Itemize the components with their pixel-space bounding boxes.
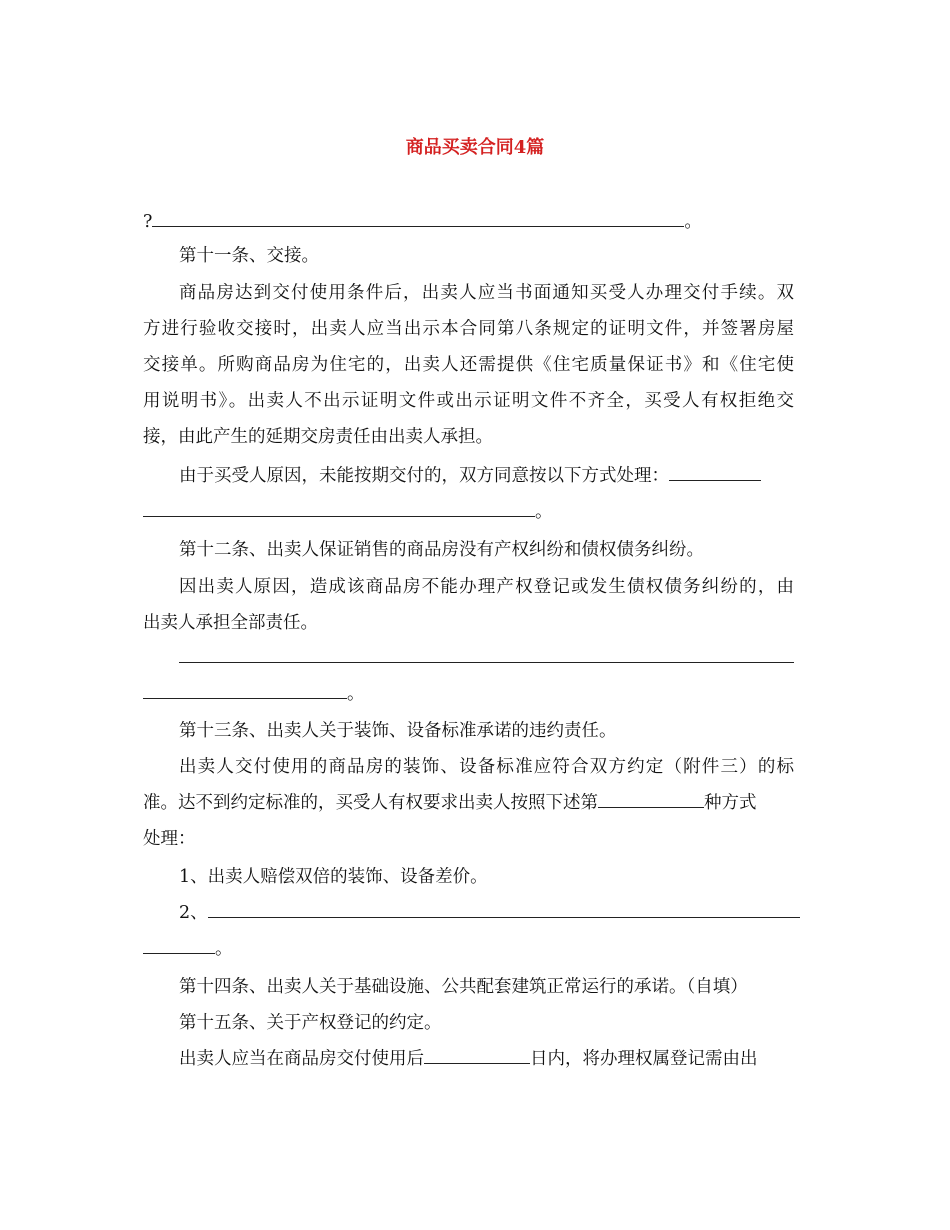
article-11-text-line: 接，由此产生的延期交房责任由出卖人承担。	[143, 427, 493, 447]
article-11-text-line: 方进行验收交接时，出卖人应当出示本合同第八条规定的证明文件，并签署房屋	[143, 319, 794, 339]
article-13-option-2: 2、	[179, 899, 809, 927]
article-13-text-line: 准。达不到约定标准的，买受人有权要求出卖人按照下述第 种方式	[143, 789, 794, 817]
article-13-heading: 第十三条、出卖人关于装饰、设备标准承诺的违约责任。	[179, 721, 617, 741]
fill-blank[interactable]	[424, 1045, 530, 1064]
fill-blank[interactable]	[152, 208, 684, 227]
article-11-text-line: 用说明书》。出卖人不出示证明文件或出示证明文件不齐全，买受人有权拒绝交	[143, 391, 794, 411]
fill-blank[interactable]	[598, 789, 704, 808]
article-11-heading: 第十一条、交接。	[179, 246, 319, 266]
article-12-text-line: 出卖人承担全部责任。	[143, 613, 318, 633]
fill-blank[interactable]	[669, 462, 761, 481]
article-12-heading: 第十二条、出卖人保证销售的商品房没有产权纠纷和债权债务纠纷。	[179, 540, 704, 560]
blank-line-continuation: ? 。	[143, 208, 794, 236]
fill-blank-rule[interactable]	[179, 662, 794, 663]
document-title: 商品买卖合同4篇	[405, 137, 545, 158]
article-11-delay-clause-continuation: 。	[143, 498, 794, 526]
article-14-heading: 第十四条、出卖人关于基础设施、公共配套建筑正常运行的承诺。（自填）	[179, 977, 748, 997]
article-11-text-line: 商品房达到交付使用条件后，出卖人应当书面通知买受人办理交付手续。双	[179, 283, 794, 303]
article-15-text-line: 出卖人应当在商品房交付使用后 日内，将办理权属登记需由出	[179, 1045, 794, 1073]
fill-blank[interactable]	[208, 899, 800, 918]
article-12-blank-continuation: 。	[143, 680, 794, 708]
article-13-option-1: 1、出卖人赔偿双倍的装饰、设备差价。	[179, 867, 488, 887]
article-13-option-2-continuation: 。	[143, 935, 794, 963]
article-12-text-line: 因出卖人原因，造成该商品房不能办理产权登记或发生债权债务纠纷的，由	[179, 577, 794, 597]
fill-blank[interactable]	[143, 680, 347, 699]
article-15-heading: 第十五条、关于产权登记的约定。	[179, 1013, 442, 1033]
article-11-delay-clause: 由于买受人原因，未能按期交付的，双方同意按以下方式处理：	[179, 462, 794, 490]
article-13-text-line: 处理：	[143, 829, 196, 849]
fill-blank[interactable]	[143, 498, 535, 517]
fill-blank[interactable]	[143, 935, 215, 954]
article-13-text-line: 出卖人交付使用的商品房的装饰、设备标准应符合双方约定（附件三）的标	[179, 757, 794, 777]
article-11-text-line: 交接单。所购商品房为住宅的，出卖人还需提供《住宅质量保证书》和《住宅使	[143, 355, 794, 375]
